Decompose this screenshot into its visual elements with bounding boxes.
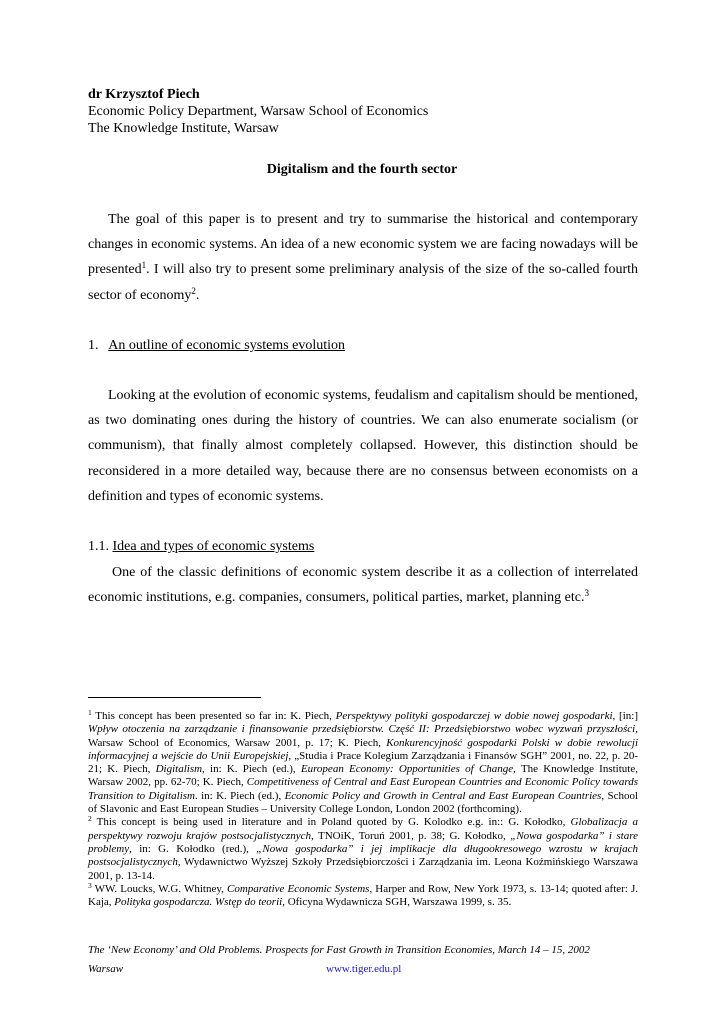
intro-text: . <box>195 287 200 303</box>
footnote-text: , [in:] <box>612 710 638 722</box>
section-text: Looking at the evolution of economic systems, feudalism and capitalism should be mentioned, as two dominating ones during the history of countries. We can also enumerate socialism (or communism), that finally almost completely collapsed. However, this distinction should be reconsidered in a more detailed way, because there are no consensus between economists on a definition and types of economic systems. <box>88 388 638 504</box>
section-paragraph <box>88 383 638 509</box>
footnote-text: Competitiveness of Central and East European Countries and Economic Policy towards Transition to Digitalism <box>88 776 638 802</box>
author-name: dr Krzysztof Piech <box>88 87 200 102</box>
footnote-text: Digitalism <box>155 763 203 776</box>
footnote-text: , in: K. Piech (ed.), <box>202 763 301 776</box>
section-number: 1. <box>88 338 99 353</box>
footnote-text: , School of Slavonic and East European Studies – University College London, London 2002 (forthcoming). <box>88 789 639 816</box>
footnote-text: . in: K. Piech (ed.), <box>195 789 285 802</box>
paper-title: Digitalism and the fourth sector <box>266 162 458 177</box>
footnote-text: , TNOiK, Toruń 2001, p. 38; G. Kołodko, <box>311 829 511 842</box>
footer-conference: The ‘New Economy’ and Old Problems. Prospects for Fast Growth in Transition Economies, March 14 – 15, 2002 <box>88 944 590 956</box>
intro-text: . I will also try to present some preliminary analysis of the size of the so-called fourth sector of economy <box>88 262 638 303</box>
footnote-text: „Nowa gospodarka” i stare problemy <box>88 829 638 855</box>
footnote-text: , The Knowledge Institute, Warsaw 2002, pp. 62-70; K. Piech, <box>88 763 638 789</box>
footnote-text: WW. Loucks, W.G. Whitney, <box>91 882 227 895</box>
subsection-text: One of the classic definitions of economic system describe it as a collection of interrelated economic institutions, e.g. companies, consumers, political parties, market, planning etc. <box>88 565 638 606</box>
footnote-ref[interactable]: 3 <box>584 588 589 599</box>
subsection-paragraph <box>88 560 638 610</box>
author-affiliation: The Knowledge Institute, Warsaw <box>88 121 279 136</box>
footnote-text: This concept has been presented so far in: K. Piech, <box>91 710 336 722</box>
author-affiliation: Economic Policy Department, Warsaw School of Economics <box>88 104 429 119</box>
footnote-number: 3 <box>88 880 92 890</box>
footnote-text: Konkurencyjność gospodarki Polski w dobie rewolucji informacyjnej a wejście do Unii Europejskiej <box>88 736 638 762</box>
subsection-title: Idea and types of economic systems <box>112 539 315 554</box>
footnote-text: , in: G. Kołodko (red.), <box>129 842 257 855</box>
section-heading <box>88 338 345 354</box>
footer-city: Warsaw <box>88 963 124 975</box>
subsection-number: 1.1. <box>88 539 109 554</box>
footnote-text: Economic Policy and Growth in Central and East European Countries <box>284 789 602 802</box>
footnote-text: Wpływ otoczenia na zarządzanie i finansowanie przedsiębiorstw. Część II: Przedsiębiorstwo wobec wyzwań przyszłości <box>88 723 636 736</box>
footnote-number: 1 <box>88 708 92 717</box>
footnote-text: Polityka gospodarcza. Wstęp do teorii <box>114 896 283 909</box>
footnote-text: , Wydawnictwo Wyższej Szkoły Przedsiębiorczości i Zarządzania im. Leona Koźmińskiego Warszawa 2001, p. 13-14. <box>88 856 638 882</box>
intro-text: The goal of this paper is to present and try to summarise the historical and contemporary changes in economic systems. An idea of a new economic system we are facing nowadays will be presented <box>88 212 638 278</box>
footnote-separator <box>88 697 261 698</box>
section-title: An outline of economic systems evolution <box>108 338 346 353</box>
footnote-text: Perspektywy polityki gospodarczej w dobie nowej gospodarki <box>335 710 613 722</box>
footnote-text: , Harper and Row, New York 1973, s. 13-14; quoted after: J. Kaja, <box>88 882 638 909</box>
footnote-ref[interactable]: 1 <box>141 260 147 271</box>
footnote-text: Globalizacja a perspektywy rozwoju krajów postsocjalistycznych <box>88 816 638 842</box>
footnote-text: , Oficyna Wydawnicza SGH, Warszawa 1999, s. 35. <box>282 896 512 909</box>
footer-url-link[interactable]: www.tiger.edu.pl <box>326 963 402 975</box>
footnote-text: This concept is being used in literature and in Poland quoted by G. Kolodko e.g. in:: G. Kołodko, <box>91 816 571 829</box>
footnote-text: Comparative Economic Systems <box>227 882 370 895</box>
footnote-1 <box>88 710 638 816</box>
footnote-2 <box>88 816 638 882</box>
footnote-3 <box>88 880 638 910</box>
footnotes <box>88 710 638 909</box>
footnote-ref[interactable]: 2 <box>191 285 196 296</box>
subsection-heading <box>88 539 314 555</box>
footnote-number: 2 <box>88 814 92 824</box>
footnote-text: „Nowa gospodarka” i jej implikacje dla długookresowego wzrostu w krajach postsocjalistycznych <box>88 842 638 869</box>
author-block <box>88 86 428 137</box>
footnote-text: , „Studia i Prace Kolegium Zarządzania i Finansów SGH” 2001, no. 22, p. 20-21; K. Piech, <box>88 749 639 776</box>
intro-paragraph <box>88 207 638 308</box>
footnote-text: , Warsaw School of Economics, Warsaw 2001, p. 17; K. Piech, <box>88 723 638 749</box>
footnote-text: European Economy: Opportunities of Change <box>300 763 514 776</box>
